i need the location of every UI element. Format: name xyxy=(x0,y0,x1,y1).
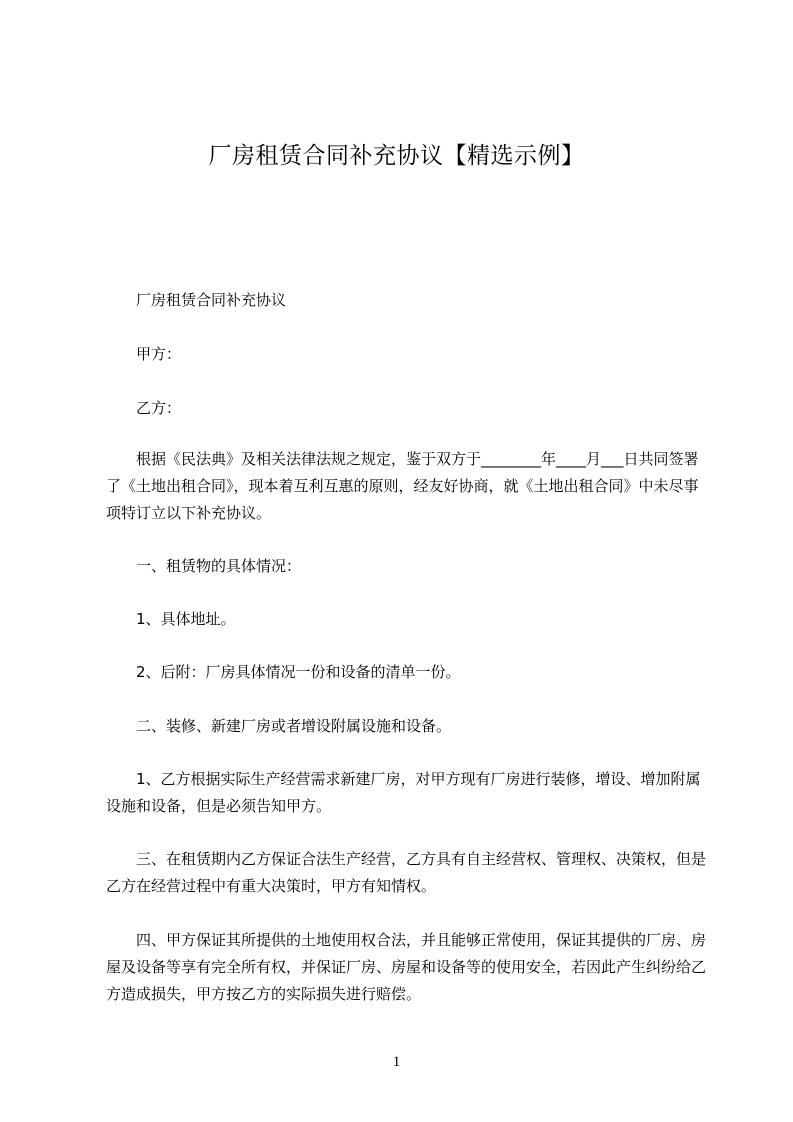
agreement-heading: 厂房租赁合同补充协议 xyxy=(136,291,287,309)
party-b-line: 乙方： xyxy=(136,399,182,417)
document-title: 厂房租赁合同补充协议【精选示例】 xyxy=(208,143,585,169)
preamble-paragraph: 根据《民法典》及相关法律法规之规定，鉴于双方于________年____月___日共同签署了《土地出租合同》，现本着互利互惠的原则，经友好协商，就《土地出租合同》中未尽事项特订立以下补充协议。 xyxy=(106,450,699,522)
section-2-heading: 二、装修、新建厂房或者增设附属设施和设备。 xyxy=(136,717,452,735)
section-1-heading: 一、租赁物的具体情况： xyxy=(136,557,302,575)
section-3-paragraph: 三、在租赁期内乙方保证合法生产经营，乙方具有自主经营权、管理权、决策权，但是乙方在经营过程中有重大决策时，甲方有知情权。 xyxy=(106,850,707,895)
clause-2-1: 1、乙方根据实际生产经营需求新建厂房，对甲方现有厂房进行装修，增设、增加附属设施和设备，但是必须告知甲方。 xyxy=(106,770,701,815)
page-number: 1 xyxy=(392,1054,401,1070)
section-4-paragraph: 四、甲方保证其所提供的土地使用权合法，并且能够正常使用，保证其提供的厂房、房屋及设备等享有完全所有权，并保证厂房、房屋和设备等的使用安全，若因此产生纠纷给乙方造成损失，甲方按乙方的实际损失进行赔偿。 xyxy=(106,931,707,1003)
clause-1-1: 1、具体地址。 xyxy=(136,610,236,628)
party-a-line: 甲方： xyxy=(136,345,182,363)
clause-1-2: 2、后附：厂房具体情况一份和设备的清单一份。 xyxy=(136,663,461,681)
